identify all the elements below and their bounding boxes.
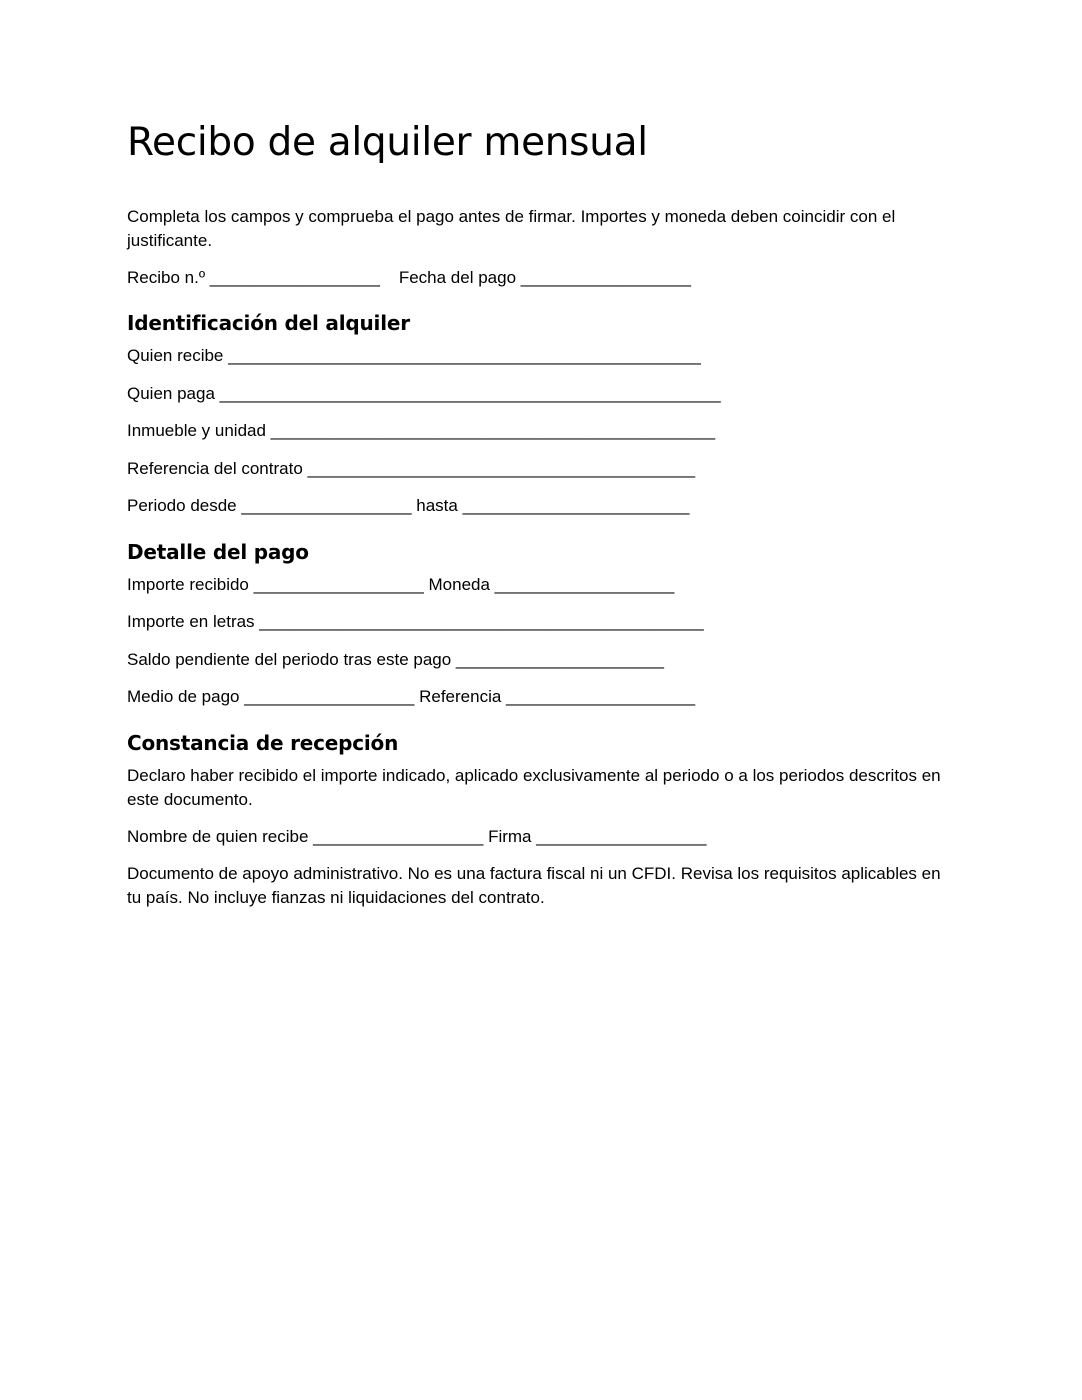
section-heading-constancia: Constancia de recepción xyxy=(127,731,399,755)
disclaimer-note: Documento de apoyo administrativo. No es una factura fiscal ni un CFDI. Revisa los requisitos aplicables en tu país. No incluye fianzas ni liquidaciones del contrato. xyxy=(127,864,941,907)
inmueble-field[interactable]: Inmueble y unidad _______________________________________________ xyxy=(127,421,716,440)
importe-moneda-field[interactable]: Importe recibido __________________ Moneda ___________________ xyxy=(127,575,675,594)
document-title: Recibo de alquiler mensual xyxy=(127,120,648,165)
importe-letras-field[interactable]: Importe en letras _______________________________________________ xyxy=(127,612,704,631)
receipt-number-date-field[interactable]: Recibo n.º __________________ Fecha del pago __________________ xyxy=(127,268,691,287)
saldo-pendiente-field[interactable]: Saldo pendiente del periodo tras este pago ______________________ xyxy=(127,650,664,669)
nombre-firma-field[interactable]: Nombre de quien recibe __________________ Firma __________________ xyxy=(127,827,707,846)
section-heading-identificacion: Identificación del alquiler xyxy=(127,311,410,335)
declaracion-paragraph: Declaro haber recibido el importe indicado, aplicado exclusivamente al periodo o a los periodos descritos en este documento. xyxy=(127,766,941,809)
periodo-field[interactable]: Periodo desde __________________ hasta ________________________ xyxy=(127,496,690,515)
referencia-contrato-field[interactable]: Referencia del contrato _________________________________________ xyxy=(127,459,696,478)
quien-recibe-field[interactable]: Quien recibe __________________________________________________ xyxy=(127,346,701,365)
intro-paragraph: Completa los campos y comprueba el pago antes de firmar. Importes y moneda deben coincidir con el justificante. xyxy=(127,207,896,250)
medio-referencia-field[interactable]: Medio de pago __________________ Referencia ____________________ xyxy=(127,687,696,706)
quien-paga-field[interactable]: Quien paga _____________________________________________________ xyxy=(127,384,721,403)
section-heading-detalle: Detalle del pago xyxy=(127,540,309,564)
